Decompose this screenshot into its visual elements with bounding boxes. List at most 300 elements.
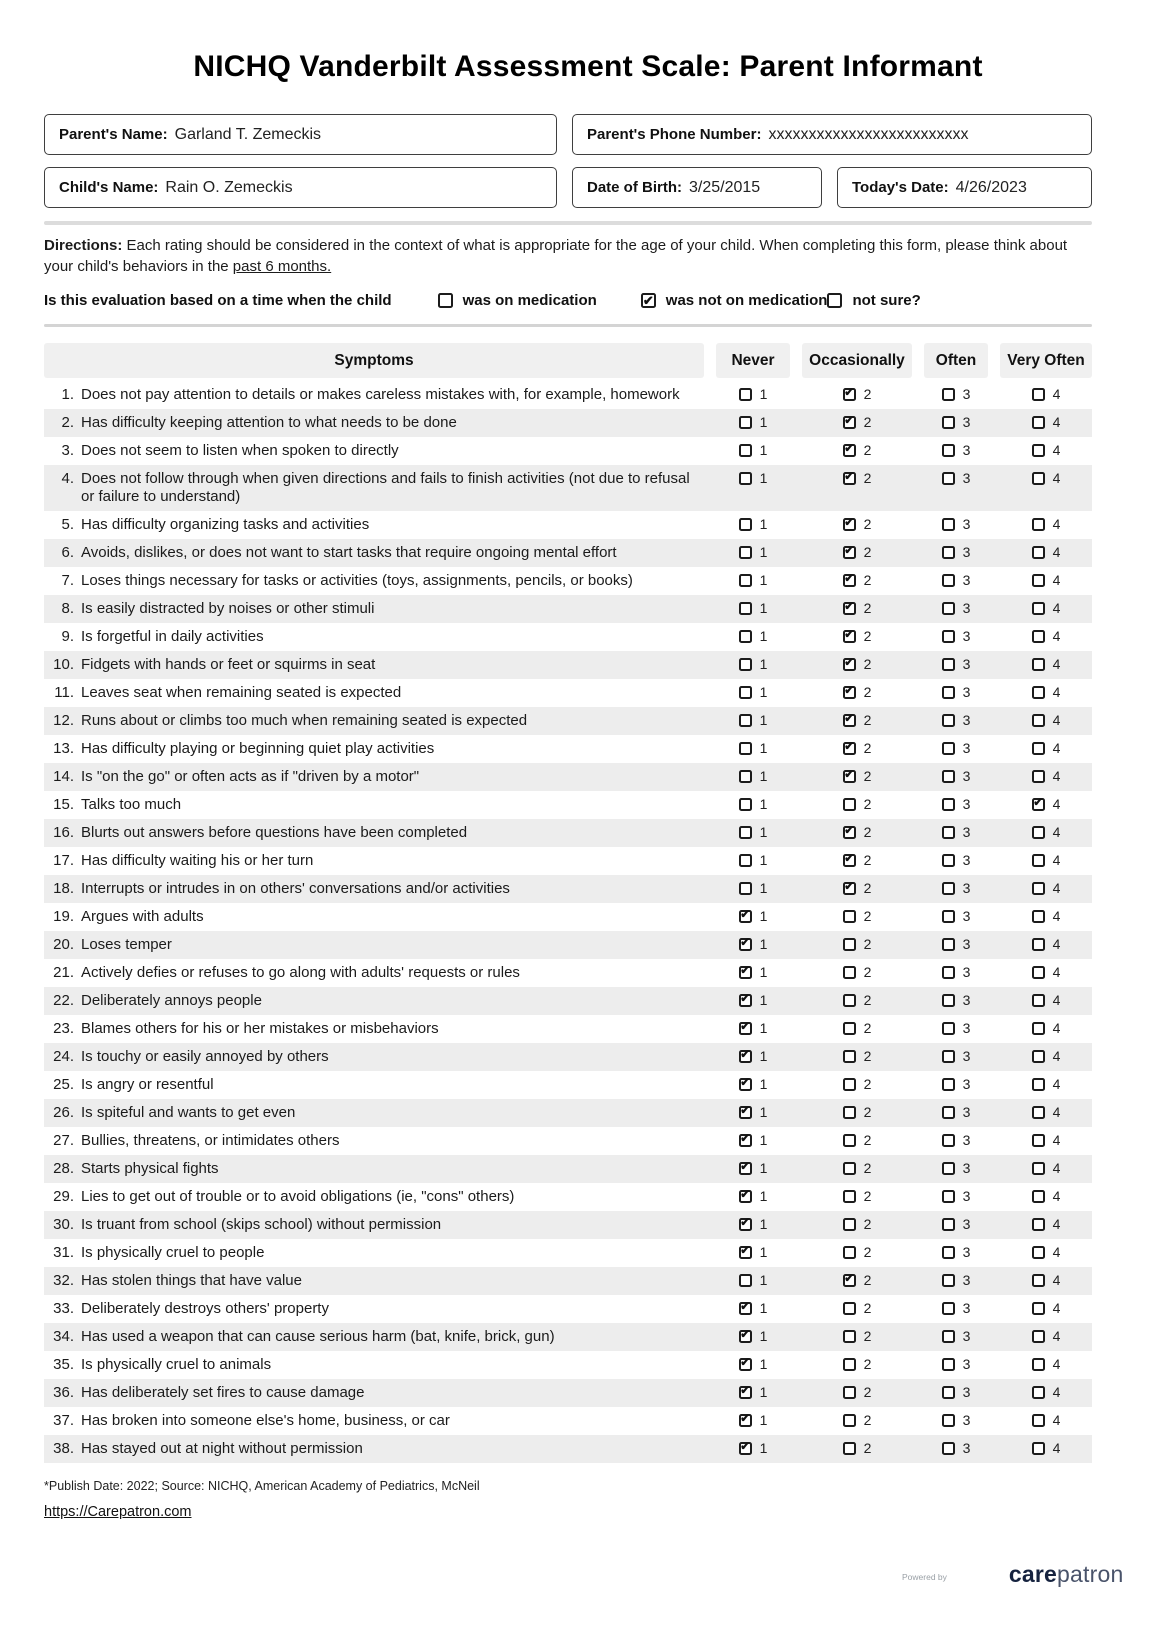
item-33-rating-3[interactable] — [942, 1302, 955, 1315]
item-23-rating-1[interactable]: ✔ — [740, 1021, 750, 1034]
item-8-rating-1[interactable] — [739, 602, 752, 615]
item-9-rating-1[interactable] — [739, 630, 752, 643]
item-30-rating-3[interactable] — [942, 1218, 955, 1231]
item-17-rating-3[interactable] — [942, 854, 955, 867]
item-21-rating-2[interactable] — [843, 966, 856, 979]
table-row — [44, 1043, 1092, 1071]
symptom-number: 35. — [53, 1356, 74, 1373]
symptom-number: 28. — [53, 1160, 74, 1177]
item-17-rating-4[interactable] — [1032, 854, 1045, 867]
symptom-text: Is touchy or easily annoyed by others — [81, 1048, 329, 1065]
parent-phone-value[interactable]: xxxxxxxxxxxxxxxxxxxxxxxxx — [768, 125, 969, 143]
rating-scale-label: 1 — [759, 768, 768, 784]
item-27-rating-2[interactable] — [843, 1134, 856, 1147]
rating-scale-label: 1 — [759, 1216, 768, 1232]
item-3-rating-3[interactable] — [942, 444, 955, 457]
rating-scale-label: 3 — [962, 1188, 971, 1204]
symptom-cell — [44, 875, 704, 903]
item-24-rating-4[interactable] — [1032, 1050, 1045, 1063]
item-13-rating-2[interactable]: ✔ — [844, 741, 854, 754]
symptom-cell — [44, 1099, 704, 1127]
item-5-rating-1[interactable] — [739, 518, 752, 531]
table-row — [44, 381, 1092, 409]
item-16-rating-4[interactable] — [1032, 826, 1045, 839]
symptom-number: 12. — [53, 712, 74, 729]
item-15-rating-4[interactable]: ✔ — [1033, 797, 1043, 810]
item-26-rating-1[interactable]: ✔ — [740, 1105, 750, 1118]
item-2-rating-2[interactable]: ✔ — [844, 415, 854, 428]
symptom-number: 32. — [53, 1272, 74, 1289]
symptom-text: Is physically cruel to animals — [81, 1356, 272, 1373]
rating-scale-label: 1 — [759, 824, 768, 840]
rating-scale-label: 1 — [759, 964, 768, 980]
symptom-text: Has used a weapon that can cause serious harm (bat, knife, brick, gun) — [81, 1328, 555, 1345]
table-row — [44, 1099, 1092, 1127]
item-3-rating-2[interactable]: ✔ — [844, 443, 854, 456]
item-6-rating-1[interactable] — [739, 546, 752, 559]
carepatron-link[interactable]: https://Carepatron.com — [44, 1504, 192, 1520]
rating-scale-label: 4 — [1052, 768, 1061, 784]
table-body — [44, 381, 1092, 1463]
item-4-rating-2[interactable]: ✔ — [844, 471, 854, 484]
item-20-rating-cell-2 — [802, 931, 912, 952]
symptom-number: 2. — [61, 414, 74, 431]
rating-scale-label: 3 — [962, 1076, 971, 1092]
rating-scale-label: 2 — [863, 880, 872, 896]
item-9-rating-cell-2 — [802, 623, 912, 644]
item-5-rating-4[interactable] — [1032, 518, 1045, 531]
item-11-rating-2[interactable]: ✔ — [844, 685, 854, 698]
item-13-rating-1[interactable] — [739, 742, 752, 755]
item-9-rating-3[interactable] — [942, 630, 955, 643]
item-20-rating-cell-1 — [716, 931, 790, 952]
item-28-rating-1[interactable]: ✔ — [740, 1161, 750, 1174]
item-22-rating-2[interactable] — [843, 994, 856, 1007]
table-row — [44, 875, 1092, 903]
rating-scale-label: 4 — [1052, 628, 1061, 644]
table-row — [44, 763, 1092, 791]
rating-scale-label: 2 — [863, 768, 872, 784]
item-23-rating-4[interactable] — [1032, 1022, 1045, 1035]
symptom-cell — [44, 1015, 704, 1043]
symptom-number: 5. — [61, 516, 74, 533]
item-38-rating-cell-1 — [716, 1435, 790, 1456]
item-19-rating-4[interactable] — [1032, 910, 1045, 923]
item-27-rating-4[interactable] — [1032, 1134, 1045, 1147]
item-32-rating-cell-1 — [716, 1267, 790, 1288]
item-20-rating-1[interactable]: ✔ — [740, 937, 750, 950]
rating-scale-label: 2 — [863, 544, 872, 560]
item-16-rating-1[interactable] — [739, 826, 752, 839]
item-15-rating-1[interactable] — [739, 798, 752, 811]
item-19-rating-2[interactable] — [843, 910, 856, 923]
item-10-rating-3[interactable] — [942, 658, 955, 671]
rating-scale-label: 4 — [1052, 386, 1061, 402]
rating-scale-label: 2 — [863, 852, 872, 868]
rating-scale-label: 1 — [759, 1356, 768, 1372]
item-14-rating-1[interactable] — [739, 770, 752, 783]
symptom-number: 18. — [53, 880, 74, 897]
item-6-rating-4[interactable] — [1032, 546, 1045, 559]
rating-scale-label: 2 — [863, 936, 872, 952]
item-22-rating-1[interactable]: ✔ — [740, 993, 750, 1006]
item-10-rating-cell-4 — [1000, 651, 1092, 672]
symptom-text: Has stolen things that have value — [81, 1272, 302, 1289]
item-38-rating-3[interactable] — [942, 1442, 955, 1455]
item-29-rating-cell-3 — [924, 1183, 988, 1204]
symptom-cell — [44, 381, 704, 409]
item-15-rating-cell-2 — [802, 791, 912, 812]
table-row — [44, 437, 1092, 465]
item-12-rating-1[interactable] — [739, 714, 752, 727]
rating-scale-label: 3 — [962, 1300, 971, 1316]
item-15-rating-3[interactable] — [942, 798, 955, 811]
item-16-rating-2[interactable]: ✔ — [844, 825, 854, 838]
rating-scale-label: 3 — [962, 908, 971, 924]
symptom-cell — [44, 1323, 704, 1351]
item-34-rating-3[interactable] — [942, 1330, 955, 1343]
item-33-rating-2[interactable] — [843, 1302, 856, 1315]
rating-scale-label: 1 — [759, 992, 768, 1008]
item-10-rating-cell-2 — [802, 651, 912, 672]
item-6-rating-3[interactable] — [942, 546, 955, 559]
item-7-rating-cell-1 — [716, 567, 790, 588]
item-38-rating-4[interactable] — [1032, 1442, 1045, 1455]
symptom-cell — [44, 959, 704, 987]
item-23-rating-cell-2 — [802, 1015, 912, 1036]
item-18-rating-3[interactable] — [942, 882, 955, 895]
symptom-number: 23. — [53, 1020, 74, 1037]
item-25-rating-1[interactable]: ✔ — [740, 1077, 750, 1090]
item-2-rating-3[interactable] — [942, 416, 955, 429]
item-33-rating-4[interactable] — [1032, 1302, 1045, 1315]
item-23-rating-3[interactable] — [942, 1022, 955, 1035]
item-30-rating-1[interactable]: ✔ — [740, 1217, 750, 1230]
item-34-rating-2[interactable] — [843, 1330, 856, 1343]
item-15-rating-cell-1 — [716, 791, 790, 812]
item-28-rating-cell-3 — [924, 1155, 988, 1176]
item-31-rating-3[interactable] — [942, 1246, 955, 1259]
child-name-value[interactable]: Rain O. Zemeckis — [165, 178, 293, 196]
parent-name-field[interactable] — [44, 114, 557, 155]
rating-scale-label: 3 — [962, 712, 971, 728]
page-title: NICHQ Vanderbilt Assessment Scale: Parent Informant — [193, 50, 983, 83]
item-31-rating-1[interactable]: ✔ — [740, 1245, 750, 1258]
symptom-cell — [44, 623, 704, 651]
rating-scale-label: 2 — [863, 964, 872, 980]
item-20-rating-cell-4 — [1000, 931, 1092, 952]
rating-scale-label: 4 — [1052, 470, 1061, 486]
item-26-rating-4[interactable] — [1032, 1106, 1045, 1119]
symptom-cell — [44, 707, 704, 735]
rating-scale-label: 4 — [1052, 1384, 1061, 1400]
item-15-rating-2[interactable] — [843, 798, 856, 811]
item-17-rating-2[interactable]: ✔ — [844, 853, 854, 866]
item-1-rating-2[interactable]: ✔ — [844, 387, 854, 400]
item-36-rating-1[interactable]: ✔ — [740, 1385, 750, 1398]
symptom-text: Starts physical fights — [81, 1160, 219, 1177]
item-9-rating-2[interactable]: ✔ — [844, 629, 854, 642]
item-1-rating-1[interactable] — [739, 388, 752, 401]
item-33-rating-cell-3 — [924, 1295, 988, 1316]
item-24-rating-2[interactable] — [843, 1050, 856, 1063]
item-19-rating-3[interactable] — [942, 910, 955, 923]
item-18-rating-cell-2 — [802, 875, 912, 896]
item-26-rating-2[interactable] — [843, 1106, 856, 1119]
symptom-number: 10. — [53, 656, 74, 673]
symptom-number: 1. — [61, 386, 74, 403]
item-11-rating-4[interactable] — [1032, 686, 1045, 699]
rating-scale-label: 1 — [759, 414, 768, 430]
table-row — [44, 1295, 1092, 1323]
symptom-number: 3. — [61, 442, 74, 459]
item-7-rating-1[interactable] — [739, 574, 752, 587]
table-row — [44, 1323, 1092, 1351]
item-2-rating-1[interactable] — [739, 416, 752, 429]
item-7-rating-3[interactable] — [942, 574, 955, 587]
parent-name-label: Parent's Name: — [59, 126, 168, 143]
item-12-rating-2[interactable]: ✔ — [844, 713, 854, 726]
item-20-rating-3[interactable] — [942, 938, 955, 951]
medication-checkbox-2[interactable] — [827, 293, 842, 308]
item-35-rating-1[interactable]: ✔ — [740, 1357, 750, 1370]
rating-scale-label: 3 — [962, 386, 971, 402]
medication-option-1 — [641, 292, 828, 309]
item-21-rating-cell-1 — [716, 959, 790, 980]
item-17-rating-1[interactable] — [739, 854, 752, 867]
item-38-rating-cell-2 — [802, 1435, 912, 1456]
date-of-birth-value[interactable]: 3/25/2015 — [689, 178, 761, 196]
item-5-rating-2[interactable]: ✔ — [844, 517, 854, 530]
item-5-rating-cell-1 — [716, 511, 790, 532]
item-28-rating-2[interactable] — [843, 1162, 856, 1175]
date-of-birth-field[interactable] — [572, 167, 822, 208]
item-12-rating-cell-2 — [802, 707, 912, 728]
header-very-often: Very Often — [1000, 343, 1092, 378]
item-32-rating-cell-3 — [924, 1267, 988, 1288]
item-33-rating-cell-1 — [716, 1295, 790, 1316]
item-18-rating-1[interactable] — [739, 882, 752, 895]
symptoms-table — [44, 343, 1092, 1463]
rating-scale-label: 4 — [1052, 1356, 1061, 1372]
rating-scale-label: 4 — [1052, 1076, 1061, 1092]
rating-scale-label: 3 — [962, 740, 971, 756]
item-36-rating-2[interactable] — [843, 1386, 856, 1399]
rating-scale-label: 1 — [759, 1160, 768, 1176]
item-30-rating-4[interactable] — [1032, 1218, 1045, 1231]
item-27-rating-1[interactable]: ✔ — [740, 1133, 750, 1146]
child-name-field[interactable] — [44, 167, 557, 208]
item-33-rating-cell-2 — [802, 1295, 912, 1316]
item-24-rating-3[interactable] — [942, 1050, 955, 1063]
item-35-rating-3[interactable] — [942, 1358, 955, 1371]
symptom-cell — [44, 1211, 704, 1239]
rating-scale-label: 4 — [1052, 740, 1061, 756]
item-37-rating-4[interactable] — [1032, 1414, 1045, 1427]
parent-phone-field[interactable] — [572, 114, 1092, 155]
item-14-rating-4[interactable] — [1032, 770, 1045, 783]
symptom-number: 11. — [54, 684, 74, 701]
item-10-rating-1[interactable] — [739, 658, 752, 671]
item-8-rating-2[interactable]: ✔ — [844, 601, 854, 614]
item-14-rating-2[interactable]: ✔ — [844, 769, 854, 782]
item-38-rating-2[interactable] — [843, 1442, 856, 1455]
item-26-rating-3[interactable] — [942, 1106, 955, 1119]
rating-scale-label: 1 — [759, 1188, 768, 1204]
item-25-rating-2[interactable] — [843, 1078, 856, 1091]
item-30-rating-2[interactable] — [843, 1218, 856, 1231]
item-38-rating-1[interactable]: ✔ — [740, 1441, 750, 1454]
item-1-rating-4[interactable] — [1032, 388, 1045, 401]
medication-checkbox-0[interactable] — [438, 293, 453, 308]
item-31-rating-4[interactable] — [1032, 1246, 1045, 1259]
item-13-rating-4[interactable] — [1032, 742, 1045, 755]
todays-date-field[interactable] — [837, 167, 1092, 208]
item-12-rating-4[interactable] — [1032, 714, 1045, 727]
rating-scale-label: 4 — [1052, 992, 1061, 1008]
symptom-text: Does not follow through when given directions and fails to finish activities (not due to refusal or failure to understand) — [81, 470, 690, 505]
item-19-rating-1[interactable]: ✔ — [740, 909, 750, 922]
item-7-rating-cell-3 — [924, 567, 988, 588]
item-32-rating-4[interactable] — [1032, 1274, 1045, 1287]
item-29-rating-2[interactable] — [843, 1190, 856, 1203]
rating-scale-label: 4 — [1052, 1300, 1061, 1316]
symptom-number: 20. — [53, 936, 74, 953]
item-1-rating-3[interactable] — [942, 388, 955, 401]
item-9-rating-4[interactable] — [1032, 630, 1045, 643]
symptom-cell — [44, 679, 704, 707]
item-2-rating-4[interactable] — [1032, 416, 1045, 429]
item-18-rating-2[interactable]: ✔ — [844, 881, 854, 894]
rating-scale-label: 3 — [962, 442, 971, 458]
item-35-rating-2[interactable] — [843, 1358, 856, 1371]
item-28-rating-4[interactable] — [1032, 1162, 1045, 1175]
item-7-rating-cell-4 — [1000, 567, 1092, 588]
item-10-rating-4[interactable] — [1032, 658, 1045, 671]
item-16-rating-3[interactable] — [942, 826, 955, 839]
medication-checkbox-1[interactable]: ✔ — [641, 293, 656, 308]
item-32-rating-2[interactable]: ✔ — [844, 1273, 854, 1286]
parent-name-value[interactable]: Garland T. Zemeckis — [174, 125, 322, 143]
item-22-rating-cell-3 — [924, 987, 988, 1008]
item-4-rating-3[interactable] — [942, 472, 955, 485]
item-8-rating-3[interactable] — [942, 602, 955, 615]
symptom-text: Has stayed out at night without permission — [81, 1440, 363, 1457]
rating-scale-label: 2 — [863, 1384, 872, 1400]
item-12-rating-cell-4 — [1000, 707, 1092, 728]
item-27-rating-3[interactable] — [942, 1134, 955, 1147]
item-35-rating-cell-3 — [924, 1351, 988, 1372]
item-36-rating-4[interactable] — [1032, 1386, 1045, 1399]
item-11-rating-1[interactable] — [739, 686, 752, 699]
rating-scale-label: 1 — [759, 600, 768, 616]
table-row — [44, 1127, 1092, 1155]
item-29-rating-1[interactable]: ✔ — [740, 1189, 750, 1202]
item-37-rating-3[interactable] — [942, 1414, 955, 1427]
item-18-rating-4[interactable] — [1032, 882, 1045, 895]
rating-scale-label: 3 — [962, 964, 971, 980]
item-29-rating-4[interactable] — [1032, 1190, 1045, 1203]
item-21-rating-3[interactable] — [942, 966, 955, 979]
item-3-rating-cell-3 — [924, 437, 988, 458]
item-28-rating-3[interactable] — [942, 1162, 955, 1175]
item-25-rating-3[interactable] — [942, 1078, 955, 1091]
item-34-rating-1[interactable]: ✔ — [740, 1329, 750, 1342]
item-25-rating-4[interactable] — [1032, 1078, 1045, 1091]
item-3-rating-4[interactable] — [1032, 444, 1045, 457]
rating-scale-label: 1 — [759, 1076, 768, 1092]
item-13-rating-3[interactable] — [942, 742, 955, 755]
item-3-rating-1[interactable] — [739, 444, 752, 457]
rating-scale-label: 2 — [863, 414, 872, 430]
item-29-rating-3[interactable] — [942, 1190, 955, 1203]
item-36-rating-3[interactable] — [942, 1386, 955, 1399]
item-13-rating-cell-1 — [716, 735, 790, 756]
item-32-rating-3[interactable] — [942, 1274, 955, 1287]
item-31-rating-cell-2 — [802, 1239, 912, 1260]
item-4-rating-1[interactable] — [739, 472, 752, 485]
rating-scale-label: 2 — [863, 740, 872, 756]
item-21-rating-4[interactable] — [1032, 966, 1045, 979]
item-13-rating-cell-2 — [802, 735, 912, 756]
item-23-rating-2[interactable] — [843, 1022, 856, 1035]
item-20-rating-4[interactable] — [1032, 938, 1045, 951]
item-35-rating-4[interactable] — [1032, 1358, 1045, 1371]
item-6-rating-cell-4 — [1000, 539, 1092, 560]
item-2-rating-cell-2 — [802, 409, 912, 430]
item-14-rating-3[interactable] — [942, 770, 955, 783]
rating-scale-label: 2 — [863, 1020, 872, 1036]
item-32-rating-1[interactable] — [739, 1274, 752, 1287]
item-22-rating-cell-1 — [716, 987, 790, 1008]
symptom-cell — [44, 819, 704, 847]
table-row — [44, 595, 1092, 623]
item-8-rating-4[interactable] — [1032, 602, 1045, 615]
rating-scale-label: 2 — [863, 1104, 872, 1120]
item-24-rating-1[interactable]: ✔ — [740, 1049, 750, 1062]
item-7-rating-2[interactable]: ✔ — [844, 573, 854, 586]
item-4-rating-4[interactable] — [1032, 472, 1045, 485]
item-37-rating-2[interactable] — [843, 1414, 856, 1427]
item-20-rating-2[interactable] — [843, 938, 856, 951]
rating-scale-label: 2 — [863, 600, 872, 616]
item-37-rating-1[interactable]: ✔ — [740, 1413, 750, 1426]
item-34-rating-4[interactable] — [1032, 1330, 1045, 1343]
item-6-rating-2[interactable]: ✔ — [844, 545, 854, 558]
rating-scale-label: 2 — [863, 442, 872, 458]
item-11-rating-3[interactable] — [942, 686, 955, 699]
rating-scale-label: 4 — [1052, 1440, 1061, 1456]
todays-date-value[interactable]: 4/26/2023 — [955, 178, 1027, 196]
item-6-rating-cell-2 — [802, 539, 912, 560]
item-7-rating-4[interactable] — [1032, 574, 1045, 587]
item-5-rating-3[interactable] — [942, 518, 955, 531]
item-12-rating-3[interactable] — [942, 714, 955, 727]
item-31-rating-2[interactable] — [843, 1246, 856, 1259]
item-28-rating-cell-2 — [802, 1155, 912, 1176]
item-21-rating-1[interactable]: ✔ — [740, 965, 750, 978]
rating-scale-label: 1 — [759, 1272, 768, 1288]
item-9-rating-cell-3 — [924, 623, 988, 644]
symptom-cell — [44, 791, 704, 819]
item-22-rating-3[interactable] — [942, 994, 955, 1007]
item-22-rating-4[interactable] — [1032, 994, 1045, 1007]
symptom-text: Avoids, dislikes, or does not want to start tasks that require ongoing mental effort — [81, 544, 617, 561]
item-10-rating-2[interactable]: ✔ — [844, 657, 854, 670]
rating-scale-label: 4 — [1052, 414, 1061, 430]
item-33-rating-1[interactable]: ✔ — [740, 1301, 750, 1314]
patient-info-fields — [44, 114, 1092, 208]
